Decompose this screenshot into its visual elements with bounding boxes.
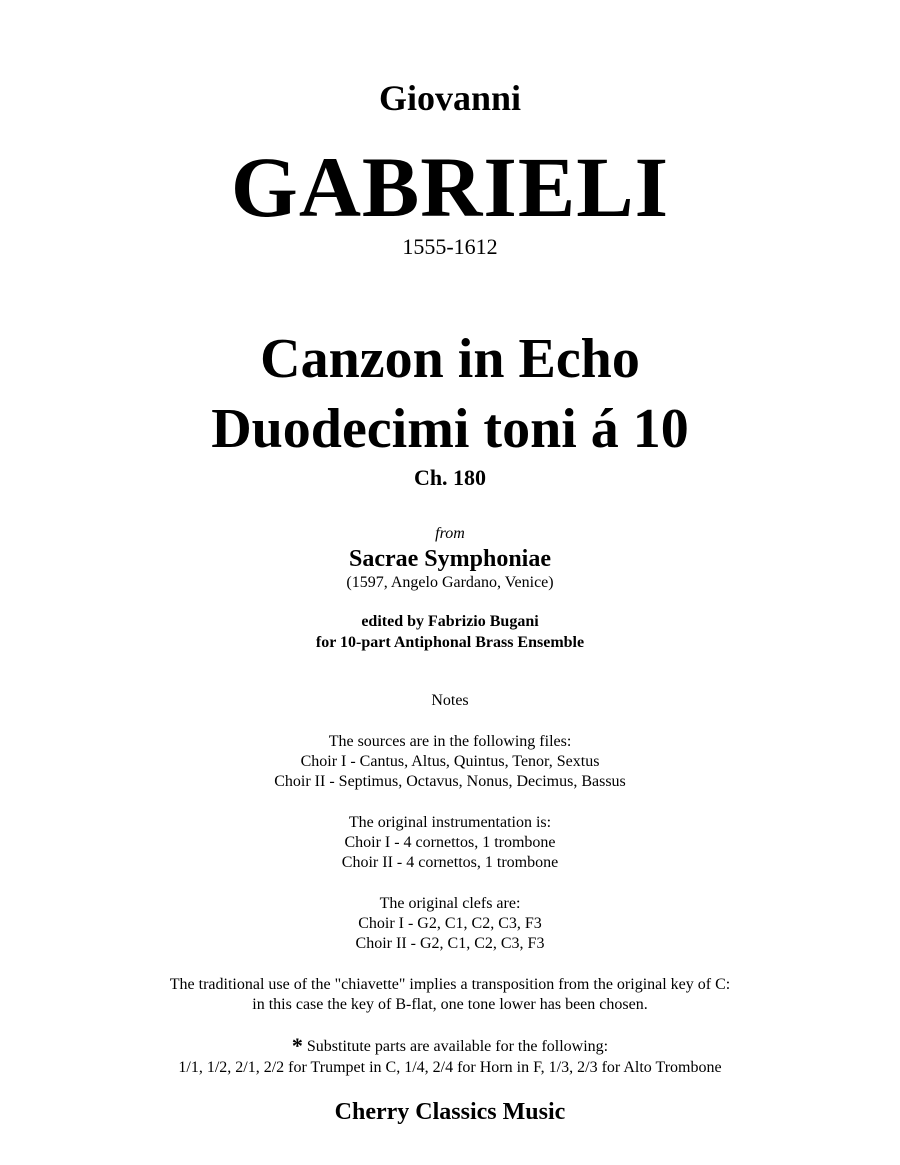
clefs-line: The original clefs are: (379, 895, 521, 912)
clefs-line: Choir I - G2, C1, C2, C3, F3 (358, 915, 542, 932)
substitutes-heading-text: Substitute parts are available for the following: (306, 1038, 609, 1055)
catalog-number: Ch. 180 (413, 465, 487, 490)
sources-line: Choir II - Septimus, Octavus, Nonus, Decimus, Bassus (274, 773, 626, 790)
notes-heading: Notes (431, 692, 469, 709)
ensemble-description: for 10-part Antiphonal Brass Ensemble (315, 634, 585, 651)
instrumentation-line: Choir II - 4 cornettos, 1 trombone (341, 854, 559, 871)
substitutes-list-line: 1/1, 1/2, 2/1, 2/2 for Trumpet in C, 1/4, 2/4 for Horn in F, 1/3, 2/3 for Alto Trombone (178, 1059, 722, 1076)
asterisk-mark: * (291, 1033, 303, 1058)
instrumentation-line: Choir I - 4 cornettos, 1 trombone (344, 834, 556, 851)
chiavette-line: in this case the key of B-flat, one tone lower has been chosen. (252, 996, 648, 1013)
sources-line: Choir I - Cantus, Altus, Quintus, Tenor, Sextus (300, 753, 600, 770)
work-title-line-2: Duodecimi toni á 10 (211, 398, 689, 460)
from-label: from (435, 525, 465, 542)
publisher-name: Cherry Classics Music (334, 1099, 566, 1125)
sources-line: The sources are in the following files: (328, 733, 572, 750)
chiavette-line: The traditional use of the "chiavette" implies a transposition from the original key of C: (169, 976, 731, 993)
composer-dates: 1555-1612 (402, 234, 498, 259)
publication-info: (1597, Angelo Gardano, Venice) (346, 574, 554, 591)
clefs-line: Choir II - G2, C1, C2, C3, F3 (355, 935, 545, 952)
substitutes-heading-line (0, 1033, 900, 1058)
instrumentation-line: The original instrumentation is: (348, 814, 552, 831)
composer-first-name: Giovanni (378, 78, 522, 118)
collection-title: Sacrae Symphoniae (348, 546, 551, 572)
composer-last-name: GABRIELI (230, 139, 670, 235)
editor-credit: edited by Fabrizio Bugani (361, 613, 539, 630)
work-title-line-1: Canzon in Echo (260, 328, 640, 390)
